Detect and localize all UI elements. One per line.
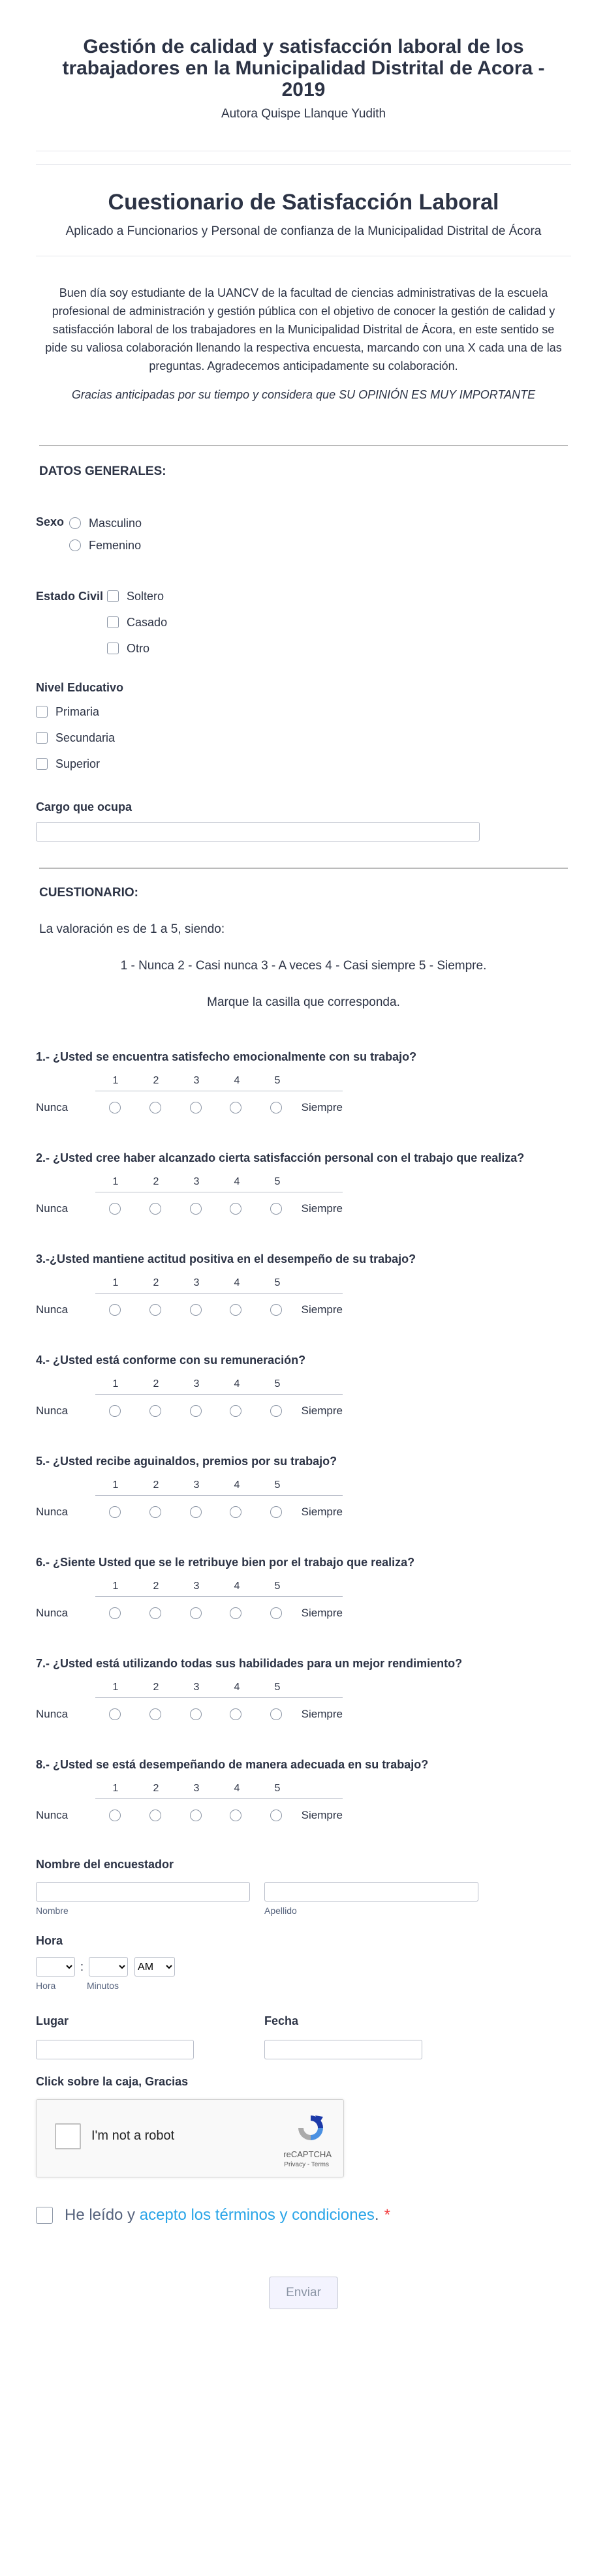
hour-select[interactable] (36, 1957, 75, 1977)
scale-cell (176, 1810, 216, 1821)
rating-radio[interactable] (230, 1810, 241, 1821)
rating-radio[interactable] (270, 1102, 282, 1114)
scale-cell (215, 1506, 256, 1518)
rating-radio[interactable] (230, 1506, 241, 1518)
scale-number: 4 (234, 1378, 240, 1389)
scale-number: 5 (274, 1378, 281, 1389)
recaptcha-logo-icon (292, 2113, 329, 2146)
scale-high-label: Siempre (301, 1708, 343, 1720)
scale-number: 5 (274, 1682, 281, 1693)
scale-number: 5 (274, 1277, 281, 1288)
recaptcha-links[interactable]: Privacy - Terms (284, 2161, 329, 2168)
scale-number: 1 (112, 1682, 119, 1693)
question-block (36, 1150, 571, 1225)
option-label: Soltero (127, 589, 164, 603)
rating-radio[interactable] (109, 1810, 121, 1821)
question-block (36, 1251, 571, 1326)
scale-cell (176, 1607, 216, 1619)
scale-number: 2 (153, 1176, 159, 1187)
rating-radio[interactable] (190, 1102, 202, 1114)
scale-number: 3 (193, 1277, 200, 1288)
rating-radio[interactable] (109, 1203, 121, 1215)
question-block (36, 1757, 571, 1832)
scale-cell (135, 1304, 176, 1316)
scale-cell (95, 1203, 135, 1215)
scale-number: 2 (153, 1479, 159, 1491)
scale-row (36, 1294, 343, 1326)
scale-low-label: Nunca (36, 1506, 69, 1518)
rating-radio[interactable] (190, 1304, 202, 1316)
minute-sublabel: Minutos (87, 1980, 119, 1991)
scale-number: 2 (153, 1277, 159, 1288)
rating-radio[interactable] (190, 1405, 202, 1417)
scale-cell (135, 1708, 176, 1720)
scale-header (95, 1476, 343, 1496)
divider (36, 164, 571, 165)
rating-radio[interactable] (109, 1405, 121, 1417)
rating-radio[interactable] (270, 1203, 282, 1215)
rating-radio[interactable] (109, 1304, 121, 1316)
recaptcha-text: I'm not a robot (91, 2129, 175, 2143)
checkbox-icon[interactable] (36, 758, 48, 770)
checkbox-icon[interactable] (107, 643, 119, 654)
scale-cell (95, 1708, 135, 1720)
minute-select[interactable] (89, 1957, 128, 1977)
scale-cell (135, 1102, 176, 1114)
cargo-label: Cargo que ocupa (36, 800, 132, 813)
scale-cell (176, 1102, 216, 1114)
scale-cell (95, 1810, 135, 1821)
option-label: Otro (127, 641, 150, 655)
scale-row (36, 1698, 343, 1731)
first-name-input[interactable] (36, 1882, 250, 1902)
rating-scale (36, 1273, 343, 1326)
rating-radio[interactable] (270, 1506, 282, 1518)
question-title: 1.- ¿Usted se encuentra satisfecho emocionalmente con su trabajo? (36, 1050, 417, 1063)
scale-low-label: Nunca (36, 1809, 69, 1821)
scale-number: 2 (153, 1378, 159, 1389)
scale-number: 4 (234, 1277, 240, 1288)
scale-cell (215, 1607, 256, 1619)
fecha-label: Fecha (264, 2014, 299, 2027)
scale-number: 4 (234, 1783, 240, 1794)
scale-number: 4 (234, 1176, 240, 1187)
rating-radio[interactable] (109, 1607, 121, 1619)
scale-cell (135, 1203, 176, 1215)
scale-number: 3 (193, 1783, 200, 1794)
option-label: Casado (127, 615, 168, 629)
scale-number: 3 (193, 1176, 200, 1187)
estado-option-soltero[interactable] (107, 583, 167, 609)
form-author: Autora Quispe Llanque Yudith (221, 107, 386, 121)
question-title: 5.- ¿Usted recibe aguinaldos, premios por su trabajo? (36, 1455, 337, 1468)
rating-radio[interactable] (190, 1506, 202, 1518)
estado-civil-label: Estado Civil (36, 590, 104, 603)
scale-number: 1 (112, 1783, 119, 1794)
recaptcha-widget (36, 2099, 344, 2177)
rating-radio[interactable] (230, 1304, 241, 1316)
scale-low-label: Nunca (36, 1202, 69, 1215)
question-block (36, 1049, 571, 1124)
checkbox-icon[interactable] (36, 706, 48, 718)
question-block (36, 1453, 571, 1528)
scale-number: 4 (234, 1075, 240, 1086)
fecha-field (264, 2014, 422, 2059)
terms-prefix: He leído y (65, 2206, 140, 2224)
scale-high-label: Siempre (301, 1607, 343, 1619)
scale-number: 3 (193, 1075, 200, 1086)
scale-cell (135, 1810, 176, 1821)
terms-checkbox[interactable] (36, 2207, 53, 2224)
rating-radio[interactable] (149, 1810, 161, 1821)
scale-row (36, 1395, 343, 1427)
rating-radio[interactable] (230, 1405, 241, 1417)
hora-field (36, 1934, 571, 1991)
rating-radio[interactable] (190, 1607, 202, 1619)
form (36, 0, 571, 2309)
recaptcha-checkbox[interactable] (55, 2123, 81, 2149)
scale-number: 2 (153, 1783, 159, 1794)
scale-cell (215, 1708, 256, 1720)
question-title: 8.- ¿Usted se está desempeñando de manera adecuada en su trabajo? (36, 1758, 429, 1771)
option-label: Secundaria (55, 731, 116, 744)
questionnaire-heading: CUESTIONARIO: (39, 886, 138, 900)
scale-number: 5 (274, 1176, 281, 1187)
rating-radio[interactable] (230, 1708, 241, 1720)
checkbox-icon[interactable] (107, 590, 119, 602)
rating-radio[interactable] (149, 1607, 161, 1619)
scale-cell (256, 1708, 296, 1720)
terms-field (36, 2206, 571, 2224)
option-label: Masculino (89, 516, 142, 530)
rating-radio[interactable] (149, 1506, 161, 1518)
hora-label: Hora (36, 1934, 63, 1947)
estado-option-otro[interactable] (107, 635, 167, 661)
scale-high-label: Siempre (301, 1404, 343, 1417)
option-label: Femenino (89, 538, 142, 552)
fecha-input[interactable] (264, 2040, 422, 2059)
rating-radio[interactable] (109, 1102, 121, 1114)
ampm-select[interactable] (134, 1957, 175, 1977)
scale-number: 4 (234, 1682, 240, 1693)
rating-radio[interactable] (230, 1102, 241, 1114)
scale-high-label: Siempre (301, 1101, 343, 1114)
encuestador-field (36, 1858, 571, 1916)
scale-number: 1 (112, 1378, 119, 1389)
lugar-label: Lugar (36, 2014, 69, 2027)
scale-number: 1 (112, 1176, 119, 1187)
scale-low-label: Nunca (36, 1708, 69, 1720)
terms-link[interactable]: acepto los términos y condiciones (139, 2206, 375, 2224)
estado-civil-field (36, 583, 571, 661)
scale-cell (256, 1607, 296, 1619)
rating-radio[interactable] (109, 1708, 121, 1720)
divider (39, 868, 568, 869)
option-label: Primaria (55, 705, 100, 718)
scale-number: 3 (193, 1682, 200, 1693)
scale-number: 3 (193, 1581, 200, 1592)
last-name-input[interactable] (264, 1882, 478, 1902)
scale-number: 5 (274, 1581, 281, 1592)
form-title: Gestión de calidad y satisfacción laboral de los trabajadores en la Municipalidad Distrital de Acora - 2019 (62, 36, 545, 100)
question-title: 6.- ¿Siente Usted que se le retribuye bien por el trabajo que realiza? (36, 1556, 415, 1569)
scale-number: 1 (112, 1075, 119, 1086)
scale-cell (135, 1607, 176, 1619)
scale-header (95, 1374, 343, 1395)
nivel-option-secundaria[interactable] (36, 725, 571, 751)
rating-scale (36, 1779, 343, 1832)
estado-option-casado[interactable] (107, 609, 167, 635)
rating-radio[interactable] (270, 1810, 282, 1821)
rating-radio[interactable] (230, 1607, 241, 1619)
intro-paragraph: Buen día soy estudiante de la UANCV de la facultad de ciencias administrativas de la escuela profesional de administración y gestión pública con el objetivo de conocer la gestión de calidad y satisfacción laboral de los trabajadores en la Municipalidad Distrital de Ácora, en este sentido se pide su valiosa colaboración llenando la respectiva encuesta, marcando con una X cada una de las preguntas. Agradecemos anticipadamente su colaboración. (45, 286, 562, 372)
rating-radio[interactable] (149, 1304, 161, 1316)
rating-radio[interactable] (149, 1102, 161, 1114)
rating-scale (36, 1678, 343, 1731)
scale-number: 3 (193, 1479, 200, 1491)
checkbox-icon[interactable] (36, 732, 48, 744)
rating-radio[interactable] (190, 1203, 202, 1215)
encuestador-label: Nombre del encuestador (36, 1858, 174, 1871)
scale-header (95, 1273, 343, 1294)
nivel-option-superior[interactable] (36, 751, 571, 777)
question-title: 4.- ¿Usted está conforme con su remuneración? (36, 1354, 306, 1367)
rating-scale (36, 1172, 343, 1225)
last-name-sublabel: Apellido (264, 1905, 297, 1916)
option-label: Superior (55, 757, 101, 770)
checkbox-icon[interactable] (107, 616, 119, 628)
scale-header (95, 1071, 343, 1091)
sexo-option-femenino[interactable] (69, 532, 142, 558)
rating-radio[interactable] (270, 1405, 282, 1417)
scale-cell (176, 1203, 216, 1215)
sexo-field (36, 510, 571, 558)
radio-icon[interactable] (69, 539, 81, 551)
scale-header (95, 1577, 343, 1597)
scale-cell (95, 1607, 135, 1619)
rating-radio[interactable] (230, 1203, 241, 1215)
scale-high-label: Siempre (301, 1809, 343, 1821)
scale-cell (256, 1102, 296, 1114)
rating-scale (36, 1374, 343, 1427)
scale-cell (135, 1405, 176, 1417)
lugar-field (36, 2014, 264, 2059)
scale-row (36, 1192, 343, 1225)
scale-cell (176, 1506, 216, 1518)
rating-radio[interactable] (270, 1304, 282, 1316)
scale-cell (256, 1810, 296, 1821)
scale-cell (215, 1405, 256, 1417)
captcha-label: Click sobre la caja, Gracias (36, 2075, 189, 2088)
rating-radio[interactable] (149, 1405, 161, 1417)
cargo-field (36, 800, 571, 841)
scale-cell (215, 1304, 256, 1316)
scale-number: 5 (274, 1479, 281, 1491)
general-heading: DATOS GENERALES: (39, 464, 166, 478)
scale-low-label: Nunca (36, 1303, 69, 1316)
scale-cell (256, 1405, 296, 1417)
instruction: Marque la casilla que corresponda. (207, 995, 400, 1009)
scale-number: 4 (234, 1479, 240, 1491)
scale-high-label: Siempre (301, 1202, 343, 1215)
scale-cell (215, 1102, 256, 1114)
scale-low-label: Nunca (36, 1101, 69, 1114)
question-block (36, 1656, 571, 1731)
question-title: 2.- ¿Usted cree haber alcanzado cierta satisfacción personal con el trabajo que realiza? (36, 1151, 525, 1164)
scale-number: 5 (274, 1783, 281, 1794)
scale-cell (256, 1506, 296, 1518)
captcha-field (36, 2075, 571, 2177)
nivel-option-primaria[interactable] (36, 699, 571, 725)
cargo-input[interactable] (36, 822, 480, 841)
scale-cell (135, 1506, 176, 1518)
scale-row (36, 1597, 343, 1629)
divider (39, 445, 568, 446)
rating-scale (36, 1476, 343, 1528)
section-subtitle: Aplicado a Funcionarios y Personal de confianza de la Municipalidad Distrital de Ácora (65, 224, 542, 238)
scale-cell (215, 1203, 256, 1215)
scale-low-label: Nunca (36, 1607, 69, 1619)
scale-legend: 1 - Nunca 2 - Casi nunca 3 - A veces 4 - Casi siempre 5 - Siempre. (120, 959, 487, 973)
scale-cell (256, 1203, 296, 1215)
lugar-input[interactable] (36, 2040, 194, 2059)
scale-high-label: Siempre (301, 1303, 343, 1316)
required-mark: * (384, 2206, 390, 2224)
recaptcha-brand: reCAPTCHA (283, 2149, 332, 2159)
scale-row (36, 1091, 343, 1124)
question-block (36, 1352, 571, 1427)
rating-radio[interactable] (270, 1607, 282, 1619)
scale-cell (95, 1304, 135, 1316)
nivel-educativo-label: Nivel Educativo (36, 681, 124, 694)
nivel-educativo-field (36, 681, 571, 777)
rating-radio[interactable] (149, 1708, 161, 1720)
rating-radio[interactable] (109, 1506, 121, 1518)
scale-header (95, 1172, 343, 1192)
scale-low-label: Nunca (36, 1404, 69, 1417)
scale-number: 1 (112, 1581, 119, 1592)
scale-number: 4 (234, 1581, 240, 1592)
scale-row (36, 1496, 343, 1528)
scale-cell (176, 1405, 216, 1417)
rating-radio[interactable] (190, 1708, 202, 1720)
submit-button[interactable]: Enviar (269, 2277, 338, 2309)
rating-scale (36, 1071, 343, 1124)
scale-cell (95, 1102, 135, 1114)
scale-cell (176, 1708, 216, 1720)
time-separator: : (80, 1960, 84, 1973)
scale-number: 2 (153, 1075, 159, 1086)
scale-number: 2 (153, 1581, 159, 1592)
scale-number: 3 (193, 1378, 200, 1389)
scale-cell (176, 1304, 216, 1316)
scale-number: 1 (112, 1277, 119, 1288)
scale-high-label: Siempre (301, 1506, 343, 1518)
rating-radio[interactable] (190, 1810, 202, 1821)
section-title: Cuestionario de Satisfacción Laboral (108, 190, 499, 215)
scale-number: 5 (274, 1075, 281, 1086)
rating-radio[interactable] (149, 1203, 161, 1215)
scale-cell (95, 1506, 135, 1518)
question-title: 3.-¿Usted mantiene actitud positiva en el desempeño de su trabajo? (36, 1252, 416, 1265)
question-block (36, 1554, 571, 1629)
first-name-sublabel: Nombre (36, 1905, 69, 1916)
rating-scale (36, 1577, 343, 1629)
sexo-label: Sexo (36, 515, 65, 528)
scale-header (95, 1779, 343, 1799)
intro-note: Gracias anticipadas por su tiempo y considera que SU OPINIÓN ES MUY IMPORTANTE (71, 388, 536, 401)
scale-number: 1 (112, 1479, 119, 1491)
scale-row (36, 1799, 343, 1832)
radio-icon[interactable] (69, 517, 81, 529)
hour-sublabel: Hora (36, 1980, 56, 1991)
terms-suffix: . (374, 2206, 379, 2224)
questions-list (36, 1049, 571, 1832)
scale-intro: La valoración es de 1 a 5, siendo: (39, 922, 225, 936)
scale-cell (215, 1810, 256, 1821)
question-title: 7.- ¿Usted está utilizando todas sus habilidades para un mejor rendimiento? (36, 1657, 463, 1670)
scale-header (95, 1678, 343, 1698)
rating-radio[interactable] (270, 1708, 282, 1720)
scale-cell (256, 1304, 296, 1316)
scale-number: 2 (153, 1682, 159, 1693)
scale-cell (95, 1405, 135, 1417)
